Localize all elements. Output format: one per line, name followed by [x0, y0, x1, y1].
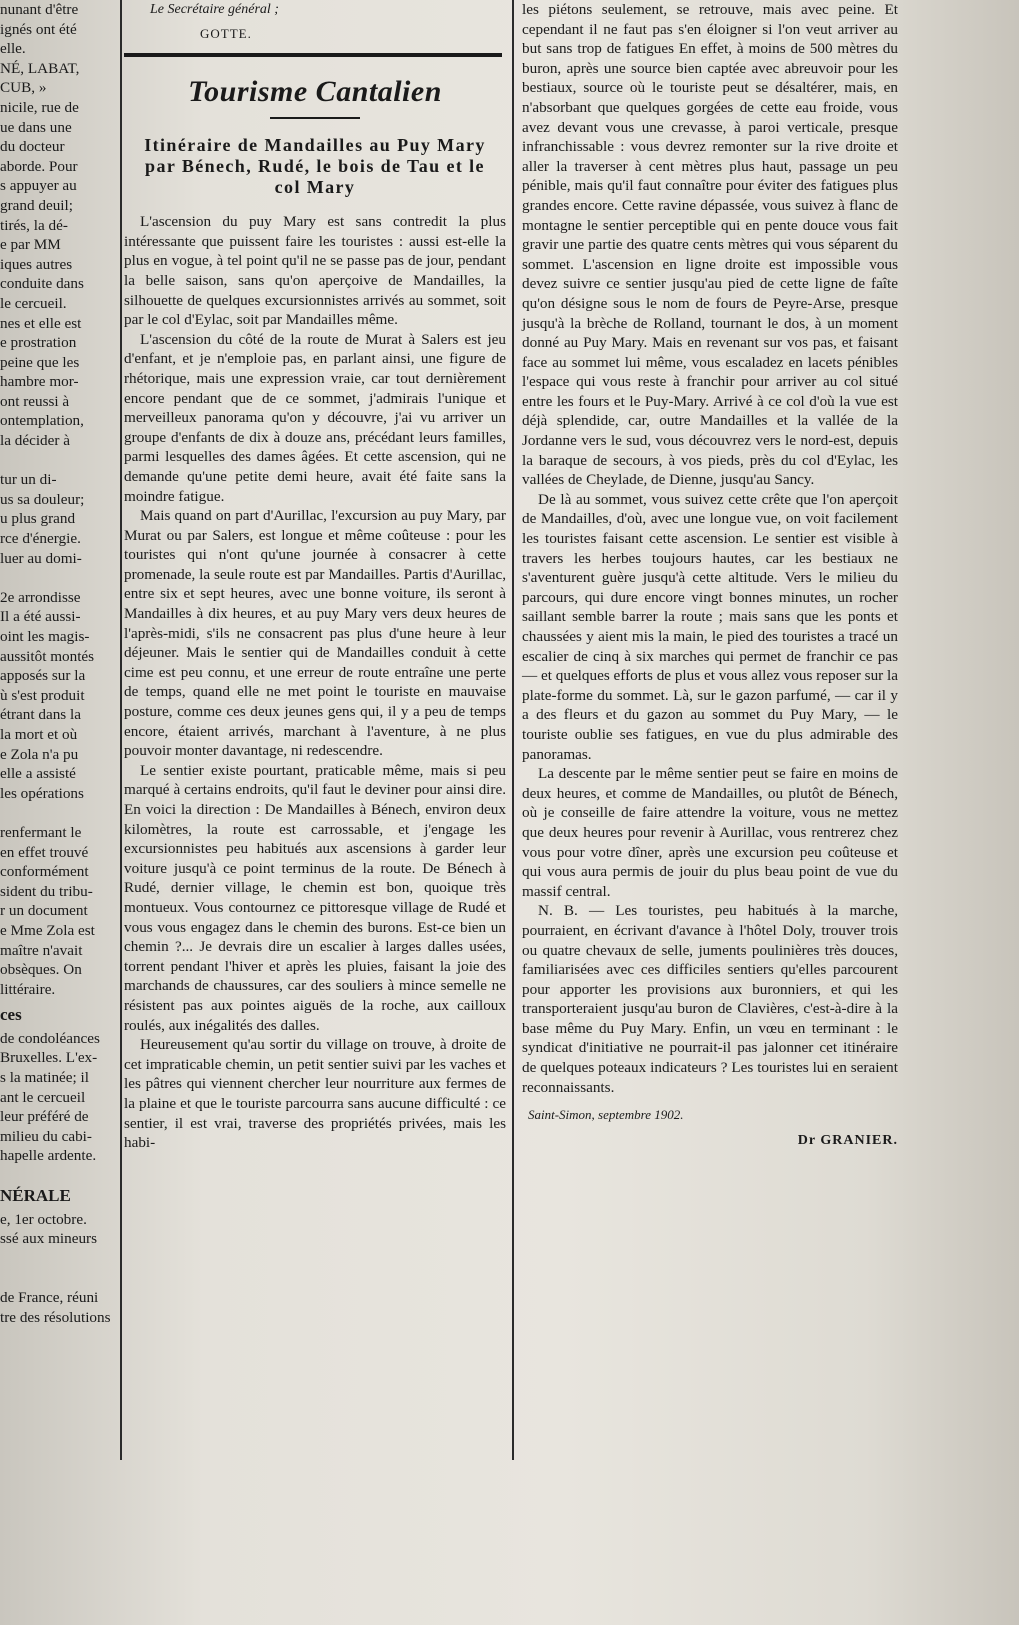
article-paragraph: La descente par le même sentier peut se faire en moins de deux heures, et comme de Mandailles, ou plutôt de Bénech, où je conseille de faire attendre la voiture, vous ne mettez que deux heures pour revenir à Aurillac, vous rentrerez chez vous pour votre dîner, après une excursion peu coûteuse et qui vous aura permis de jouir du plus beau point de vue du massif central. [522, 765, 898, 900]
left-line: aborde. Pour [0, 157, 78, 175]
article-subtitle: Itinéraire de Mandailles au Puy Mary par Bénech, Rudé, le bois de Tau et le col Mary [144, 135, 486, 198]
left-line: nicile, rue de [0, 98, 79, 116]
left-line: ont reussi à [0, 392, 70, 410]
left-line: ignés ont été [0, 20, 77, 38]
left-line: oint les magis- [0, 628, 90, 645]
left-line: les opérations [0, 784, 84, 802]
left-heading-c: NÉRALE [0, 1186, 71, 1206]
left-line: NÉ, LABAT, [0, 59, 80, 77]
left-line: luer au domi- [0, 549, 82, 567]
left-line: peine que les [0, 353, 80, 371]
left-line: e prostration [0, 334, 77, 352]
left-line: leur préféré de [0, 1108, 89, 1126]
left-line [0, 451, 118, 471]
left-line [0, 1249, 118, 1269]
left-line: de France, réuni [0, 1289, 99, 1306]
article-paragraph: Le sentier existe pourtant, praticable même, mais si peu marqué à certains endroits, qu'il faut le deviner pour ainsi dire. En voici la direction : De Mandailles à Bénech, environ deux kilomètres, la route est carrossable, et j'engage les excursionnistes peu habitués aux ascensions à garder leur voiture jusqu'à ce point terminus de la route. De Bénech à Rudé, dernier village, le chemin est bon, quoique très montueux. Vous contournez ce pittoresque village de Rudé et vous vous engagez dans le chemin des burons. Est-ce bien un chemin ?... Je devrais dire un escalier à larges dalles usées, torrent pendant l'hiver et après les pluies, faisant la joie des marchands de chaussures, car des souliers à mince semelle ne résistent pas aux pointes aiguës de la roche, aux cailloux roulés, aux inégalités des dalles. [124, 761, 506, 1034]
left-line: ue dans une [0, 118, 72, 136]
left-line: conformément [0, 863, 89, 881]
article-paragraph: Heureusement qu'au sortir du village on trouve, à droite de cet impraticable chemin, un petit sentier suivi par les vaches et les pâtres qui viennent chercher leur nourriture aux fermes de la plaine et que le touriste parcourra sans aucune difficulté : ce sentier, il est vrai, traverse des propriétés privées, mais les habi- [124, 1036, 506, 1152]
left-line: littéraire. [0, 980, 56, 998]
left-text-block-b [0, 1029, 118, 1166]
left-line [0, 1268, 118, 1288]
article-title: Tourisme Cantalien [188, 75, 442, 109]
left-line: ù s'est produit [0, 686, 85, 704]
left-line: maître n'avait [0, 941, 83, 959]
secretary-signature: GOTTE. [200, 25, 252, 41]
left-line: milieu du cabi- [0, 1127, 92, 1145]
left-line: sident du tribu- [0, 882, 93, 900]
article-paragraph: L'ascension du côté de la route de Murat à Salers est jeu d'enfant, et je n'emploie pas, en parlant ainsi, une figure de rhétorique, mais une expression vraie, car tout dernièrement encore pendant que de ce sommet, j'admirais l'unique et merveilleux panorama qu'on y découvre, j'ai vu arriver un groupe d'enfants de dix à douze ans, précédant leurs familles, parmi lesquelles des dames âgées. Et cette ascension, qui ne demande qu'une petite demi heure, avait été faite sans la moindre fatigue. [124, 330, 506, 505]
section-rule [124, 53, 502, 57]
left-line: 2e arrondisse [0, 588, 81, 606]
article-paragraph: les piétons seulement, se retrouve, mais avec peine. Et cependant il ne faut pas s'en éloigner si l'on veut arriver au but sans trop de fatigues En effet, à moins de 500 mètres du buron, après une source bien captée avec abreuvoir pour les bestiaux, source où le touriste peut se désaltérer, mais, en n'absorbant que quelques gorgées de cette eau froide, vous avez devant vous une crevasse, à paroi verticale, presque infranchissable : vous devrez remonter sur la rive droite et aller la traverser à cent mètres plus haut, passage un peu pénible, mais qu'il faut connaître pour éviter des fatigues plus grandes encore. Cette ravine dépassée, vous suivez à flanc de montagne le sentier perceptible qui en pente douce vous fait gravir une partie des quatre cents mètres qui vous séparent du sommet. L'ascension en ligne droite est impossible vous devez suivre ce sentier jusqu'au pied de cette ligne de faîte qu'on désigne sous le nom de fours de Peyre-Arse, presque jusqu'à la brèche de Rolland, tournant le dos, à un moment donné au Puy Mary. Mais en revenant sur vos pas, et faisant face au sommet lui même, vous escaladez en lacets pénibles l'espace qui vous reste à franchir pour arriver au col situé entre les fours et le Puy-Mary. Arrivé à ce col d'où la vue est déjà splendide, car, outre Mandailles et la vallée de la Jordanne vers le sud, vous découvrez vers le nord-est, depuis la baraque de secours, à vos pieds, près du col d'Eylac, les vallées de Cheylade, de Dienne, jusqu'au Sancy. [522, 1, 898, 489]
left-line: iques autres [0, 255, 73, 273]
left-line: e Zola n'a pu [0, 745, 79, 763]
left-line: Il a été aussi- [0, 608, 81, 626]
left-line: nes et elle est [0, 314, 82, 332]
left-line: r un document [0, 902, 88, 920]
article-body-right [522, 0, 898, 1097]
left-line: us sa douleur; [0, 490, 85, 508]
article-paragraph: Mais quand on part d'Aurillac, l'excursion au puy Mary, par Murat ou par Salers, est longue et même coûteuse : pour les touristes qui n'ont qu'une journée à consacrer à cette promenade, la seule route est par Mandailles. Partis d'Aurillac, entre six et sept heures, avec une bonne voiture, ils seront à Mandailles à dix heures, et au puy Mary vers deux heures de l'après-midi, s'ils ne consacrent pas plus d'une heure à leur déjeuner. Mais le sentier qui de Mandailles conduit à cette cime est peu connu, et une erreur de route entraîne une perte de temps, quand elle ne met point le touriste en mauvaise posture, comme ces deux jeunes gens qui, il y a peu de temps encore, étaient arrivés, marchant à l'aventure, à ne plus pouvoir monter davantage, ni redescendre. [124, 507, 506, 760]
left-line: u plus grand [0, 510, 76, 528]
left-line: rce d'énergie. [0, 530, 81, 548]
left-line: s appuyer au [0, 177, 77, 195]
left-line: elle a assisté [0, 765, 76, 783]
column-rule-left [120, 0, 122, 1460]
right-column [522, 0, 898, 1150]
article-paragraph: N. B. — Les touristes, peu habitués à la marche, pourraient, en écrivant d'avance à l'hôtel Doly, trouver trois ou quatre chevaux de selle, juments poulinières très douces, familiarisées avec ces difficiles sentiers qu'elles parcourent pour apporter les provisions aux buronniers, et qui les transporteraient jusqu'au buron de Clavières, c'est-à-dire à la base même du Puy Mary. Enfin, un vœu en terminant : le syndicat d'initiative ne pourrait-il pas jalonner cet itinéraire de quelques poteaux indicateurs ? Les touristes lui en seraient reconnaissants. [522, 902, 898, 1096]
left-line: e par MM [0, 236, 61, 254]
middle-column [124, 0, 506, 1153]
secretary-label: Le Secrétaire général ; [150, 2, 279, 17]
article-dateline: Saint-Simon, septembre 1902. [528, 1107, 684, 1123]
left-line: hapelle ardente. [0, 1147, 97, 1165]
left-line [0, 803, 118, 823]
left-line: ssé aux mineurs [0, 1230, 98, 1248]
left-line: tur un di- [0, 471, 57, 489]
left-line: CUB, » [0, 79, 47, 97]
left-line: s la matinée; il [0, 1069, 89, 1087]
left-line: aussitôt montés [0, 647, 95, 665]
left-line: elle. [0, 40, 26, 58]
article-paragraph: De là au sommet, vous suivez cette crête que l'on aperçoit de Mandailles, d'où, avec une longue vue, on voit facilement les touristes faisant cette ascension. Le sentier est visible à travers les herbes toujours hautes, car les bestiaux ne s'aventurent guère jusqu'à cette altitude. Vers le milieu du parcours, qui dure encore vingt bonnes minutes, un rocher saillant semble barrer la route ; mais sans que les ponts et chaussées y aient mis la main, le pied des touristes a tracé un escalier de cinq à six marches qui permet de franchir ce pas — et quelques efforts de plus et vous allez vous reposer sur la plate-forme du sommet. Là, sur le gazon parfumé, — car il y a des fleurs et du gazon au sommet du Puy Mary, — le touriste oublie ses fatigues, en vue du plus admirable des panoramas. [522, 490, 898, 763]
article-author: Dr GRANIER. [797, 1132, 898, 1148]
left-line: la décider à [0, 432, 70, 450]
left-line: hambre mor- [0, 373, 79, 391]
left-line: nunant d'être [0, 1, 79, 18]
left-text-block-c [0, 1210, 118, 1328]
left-line: tre des résolutions [0, 1308, 111, 1326]
left-line: de condoléances [0, 1029, 100, 1047]
left-line: e Mme Zola est [0, 921, 95, 939]
left-line: étrant dans la [0, 706, 81, 724]
left-line: conduite dans [0, 275, 84, 293]
left-line: en effet trouvé [0, 843, 89, 861]
left-line: grand deuil; [0, 196, 73, 214]
left-line [0, 568, 118, 588]
left-line: renfermant le [0, 823, 82, 841]
left-line: apposés sur la [0, 667, 86, 685]
left-line: ant le cercueil [0, 1088, 86, 1106]
left-line: ontemplation, [0, 412, 84, 430]
article-paragraph: L'ascension du puy Mary est sans contredit la plus intéressante que puissent faire les touristes : aussi est-elle la plus en vogue, à tel point qu'il ne se passe pas de jour, pendant la belle saison, sans qu'on aperçoive de Mandailles, la silhouette de quelques excursionnistes arrivés au sommet, soit par le col d'Eylac, soit par Mandailles même. [124, 213, 506, 329]
left-line: obsèques. On [0, 961, 82, 979]
title-rule [270, 117, 360, 119]
left-line: la mort et où [0, 725, 78, 743]
left-heading-b: ces [0, 1005, 22, 1025]
column-rule-right [512, 0, 514, 1460]
left-line: tirés, la dé- [0, 216, 68, 234]
left-line: e, 1er octobre. [0, 1210, 87, 1228]
left-text-block-a [0, 0, 118, 999]
article-body-middle [124, 212, 506, 1153]
left-line: le cercueil. [0, 294, 67, 312]
left-line: du docteur [0, 138, 65, 156]
left-line: Bruxelles. L'ex- [0, 1049, 98, 1067]
left-column-fragment [0, 0, 118, 1327]
